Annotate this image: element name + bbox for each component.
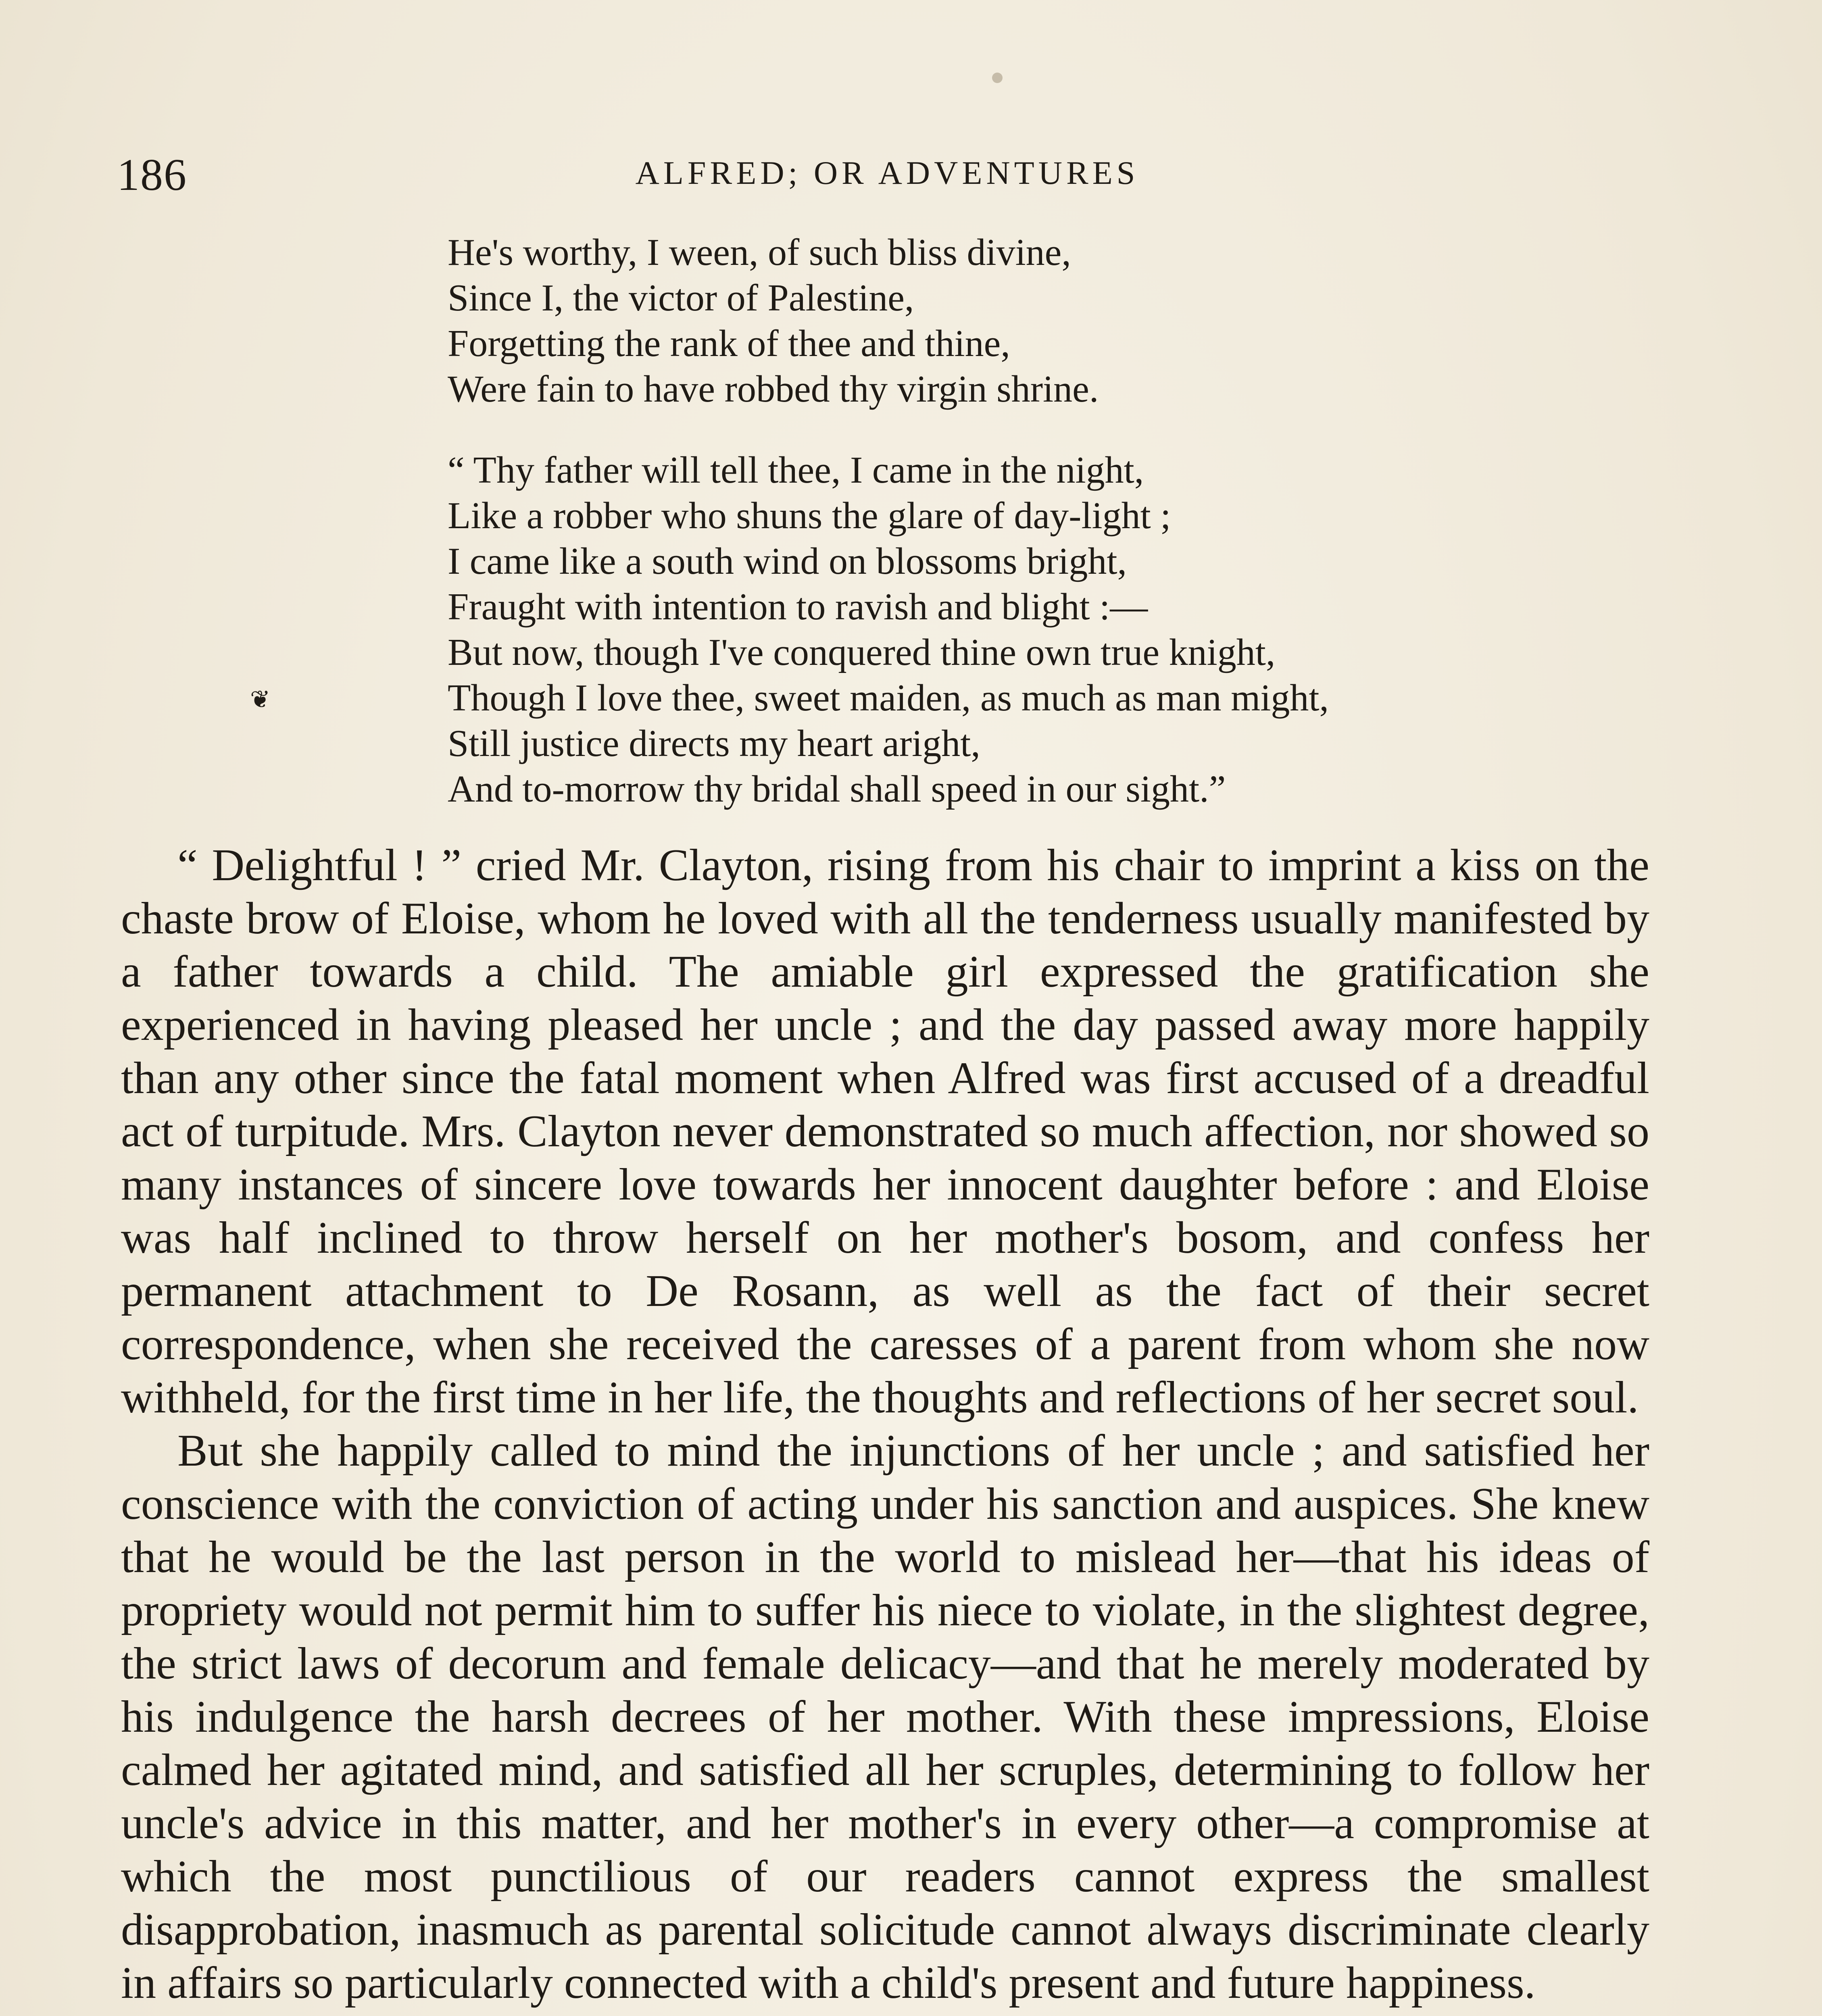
poem-line: I came like a south wind on blossoms bright, [448,540,1127,582]
ink-spot [992,73,1003,83]
poem-line: And to-morrow thy bridal shall speed in our sight.” [448,768,1226,810]
poem-line: “ Thy father will tell thee, I came in the night, [448,449,1144,491]
poem-line: He's worthy, I ween, of such bliss divine, [448,231,1071,273]
poem-line: Though I love thee, sweet maiden, as much as man might, [448,677,1329,719]
page-number: 186 [117,150,187,200]
running-head: ALFRED; OR ADVENTURES [635,154,1139,191]
page-header [117,149,1657,206]
paragraph: “ Delightful ! ” cried Mr. Clayton, rising from his chair to imprint a kiss on the chaste brow of Eloise, whom he loved with all the tenderness usually manifested by a father towards a child. The amiable girl expressed the gratification she experienced in having pleased her uncle ; and the day passed away more happily than any other since the fatal moment when Alfred was first accused of a dreadful act of turpitude. Mrs. Clayton never demonstrated so much affection, nor showed so many instances of sincere love towards her innocent daughter before : and Eloise was half inclined to throw herself on her mother's bosom, and confess her permanent attachment to De Rosann, as well as the fact of their secret correspondence, when she received the caresses of a parent from whom she now withheld, for the first time in her life, the thoughts and reflections of her secret soul. [121,840,1649,1422]
poem-line: But now, though I've conquered thine own true knight, [448,631,1276,673]
poem-line: Still justice directs my heart aright, [448,723,980,764]
poem-stanza-1 [448,230,1698,412]
body-text [121,839,1649,2010]
poem-line: Like a robber who shuns the glare of day-light ; [448,495,1171,537]
paragraph: But she happily called to mind the injunctions of her uncle ; and satisfied her conscience with the conviction of acting under his sanction and auspices. She knew that he would be the last person in the world to mislead her—that his ideas of propriety would not permit him to suffer his niece to violate, in the slightest degree, the strict laws of decorum and female delicacy—and that he merely moderated by his indulgence the harsh decrees of her mother. With these impressions, Eloise calmed her agitated mind, and satisfied all her scruples, determining to follow her uncle's advice in this matter, and her mother's in every other—a compromise at which the most punctilious of our readers cannot express the smallest disapprobation, inasmuch as parental solicitude cannot always discriminate clearly in affairs so particularly connected with a child's present and future happiness. [121,1426,1649,2008]
margin-ornament-icon: ❦ [250,686,271,713]
poem-line: Were fain to have robbed thy virgin shrine. [448,368,1099,410]
poem-line: Since I, the victor of Palestine, [448,277,914,319]
poem-line: Fraught with intention to ravish and blight :— [448,586,1148,628]
poem-stanza-2 [448,448,1698,812]
poem-line: Forgetting the rank of thee and thine, [448,323,1010,364]
